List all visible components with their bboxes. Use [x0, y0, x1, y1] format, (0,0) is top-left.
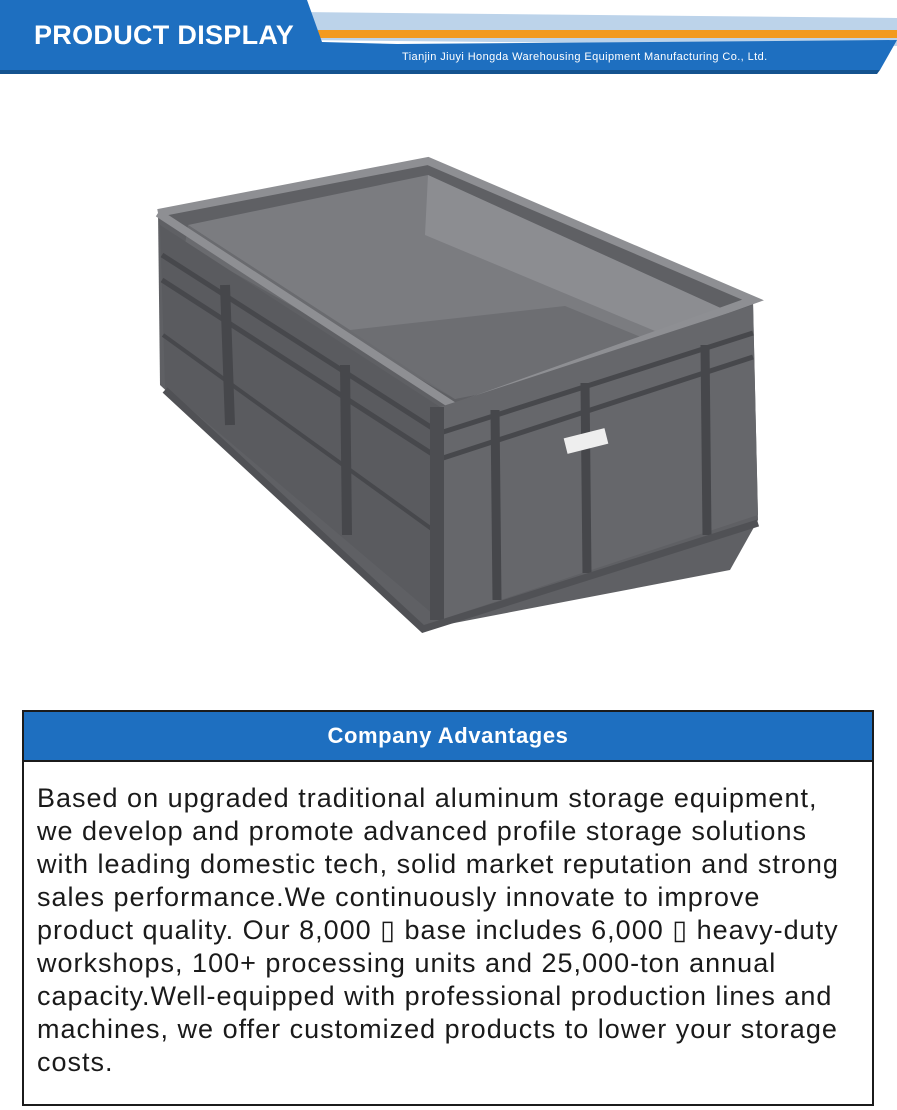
company-advantages-title: Company Advantages — [327, 723, 569, 748]
page-title: PRODUCT DISPLAY — [34, 20, 295, 50]
banner-orange-stripe — [318, 30, 897, 38]
banner-shadow — [0, 70, 880, 74]
product-photo — [25, 95, 867, 691]
company-advantages-header — [24, 712, 872, 762]
storage-crate-image — [25, 95, 867, 691]
company-name: Tianjin Jiuyi Hongda Warehousing Equipment Manufacturing Co., Ltd. — [402, 51, 768, 63]
company-advantages-text: Based on upgraded traditional aluminum storage equipment, we develop and promote advanced profile storage solutions with leading domestic tech, solid market reputation and strong sales performance.We continuously innovate to improve product quality. Our 8,000 ▯ base includes 6,000 ▯ heavy-duty workshops, 100+ processing units and 25,000-ton annual capacity.Well-equipped with professional production lines and machines, we offer customized products to lower your storage costs. — [37, 783, 839, 1077]
header-banner — [0, 0, 897, 82]
company-advantages-panel — [22, 710, 874, 1106]
